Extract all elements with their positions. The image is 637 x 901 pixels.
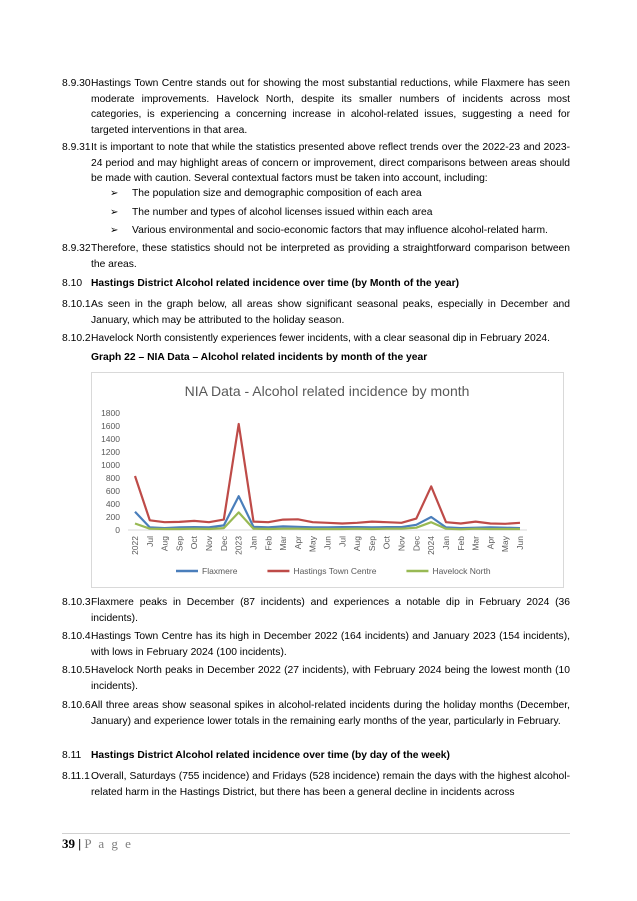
x-tick-label: Mar (278, 536, 289, 551)
paragraph-number: 8.11.1 (62, 771, 90, 782)
x-tick-label: Nov (204, 536, 215, 552)
paragraph-text: Hastings Town Centre stands out for showing the most substantial reductions, while Flaxmere has seen moderate improvements. Havelock North, despite its smaller numbers of incidents across most categories, is experiencing a concerning increase in alcohol-related issues, suggesting a need for targeted interventions in that area. (91, 78, 570, 136)
footer-separator: | (78, 836, 82, 851)
section-number: 8.10 (62, 278, 83, 289)
paragraph-text: As seen in the graph below, all areas show significant seasonal peaks, especially in December and January, which may be attributed to the holiday season. (91, 299, 570, 326)
footer-divider (62, 833, 570, 834)
paragraph-text: Therefore, these statistics should not be interpreted as providing a straightforward comparison between the areas. (91, 243, 570, 270)
paragraph-8-10-1 (62, 297, 570, 328)
page-footer (62, 836, 133, 852)
x-tick-label: Jan (440, 536, 451, 550)
y-tick-label: 1200 (101, 447, 120, 457)
y-tick-label: 800 (105, 473, 120, 483)
x-tick-label: Dec (411, 536, 422, 552)
paragraph-8-10-3 (62, 595, 570, 626)
line-chart (91, 372, 564, 588)
graph-caption: Graph 22 – NIA Data – Alcohol related incidents by month of the year (91, 352, 428, 363)
paragraph-text: Havelock North peaks in December 2022 (27 incidents), with February 2024 being the lowest month (10 incidents). (91, 665, 570, 692)
x-tick-label: Oct (189, 536, 200, 550)
paragraph-text: Overall, Saturdays (755 incidence) and Fridays (528 incidence) remain the days with the highest alcohol-related harm in the Hastings District, but there has been a general decline in incidents across (91, 771, 570, 798)
arrow-bullet-icon: ➢ (110, 225, 119, 236)
paragraph-8-10-2 (62, 331, 570, 347)
paragraph-number: 8.10.2 (62, 333, 91, 344)
y-tick-label: 1000 (101, 460, 120, 470)
x-tick-label: 2022 (130, 536, 140, 555)
chart-title: NIA Data - Alcohol related incidence by month (184, 383, 470, 399)
paragraph-text: Hastings Town Centre has its high in December 2022 (164 incidents) and January 2023 (154 incidents), with lows in February 2024 (100 incidents). (91, 631, 570, 658)
arrow-bullet-icon: ➢ (110, 188, 119, 199)
y-tick-label: 400 (105, 499, 120, 509)
bullet-item: ➢ The number and types of alcohol licenses issued within each area (110, 205, 580, 221)
paragraph-number: 8.9.32 (62, 243, 91, 254)
paragraph-number: 8.10.3 (62, 597, 91, 608)
paragraph-8-9-30 (62, 76, 570, 138)
bullet-item: ➢ Various environmental and socio-economic factors that may influence alcohol-related harm. (110, 223, 580, 239)
chart-svg (92, 373, 563, 587)
section-title: Hastings District Alcohol related incidence over time (by day of the week) (91, 750, 450, 761)
paragraph-number: 8.10.1 (62, 299, 91, 310)
legend-label: Flaxmere (202, 566, 238, 576)
x-tick-label: Dec (218, 536, 229, 552)
bullet-list (110, 186, 580, 239)
paragraph-number: 8.10.4 (62, 631, 91, 642)
arrow-bullet-icon: ➢ (110, 206, 119, 218)
x-tick-label: May (500, 536, 511, 553)
paragraph-text: Havelock North consistently experiences fewer incidents, with a clear seasonal dip in February 2024. (91, 333, 551, 344)
page-number: 39 (62, 836, 75, 851)
section-title: Hastings District Alcohol related incidence over time (by Month of the year) (91, 278, 460, 289)
x-tick-label: Jun (515, 536, 525, 550)
legend-label: Hastings Town Centre (293, 566, 377, 576)
y-tick-label: 1600 (101, 421, 120, 431)
paragraph-8-11-1 (62, 769, 570, 800)
x-tick-label: Jun (322, 536, 333, 550)
page-label: P a g e (84, 836, 133, 851)
paragraph-text: It is important to note that while the statistics presented above reflect trends over the 2022-23 and 2023-24 period and may highlight areas of concern or improvement, direct comparisons between areas should be made with caution. Several contextual factors must be taken into account, including: (91, 142, 570, 184)
paragraph-number: 8.10.6 (62, 700, 91, 711)
y-tick-label: 600 (105, 486, 120, 496)
x-tick-label: Oct (381, 536, 392, 550)
paragraph-8-10-5 (62, 663, 570, 694)
x-tick-label: Aug (352, 536, 363, 552)
x-tick-label: Apr (292, 536, 303, 550)
y-tick-label: 1400 (101, 434, 120, 444)
bullet-item: ➢ The population size and demographic composition of each area (110, 186, 580, 202)
x-tick-label: Jan (248, 536, 259, 550)
x-tick-label: Mar (470, 536, 481, 551)
x-tick-label: Jul (144, 536, 155, 547)
y-tick-label: 200 (105, 512, 120, 522)
x-tick-label: Sep (174, 536, 185, 552)
paragraph-8-10-4 (62, 629, 570, 660)
legend-label: Havelock North (432, 566, 491, 576)
section-heading-8-11 (62, 748, 570, 764)
x-tick-label: Nov (396, 536, 407, 552)
x-tick-label: Apr (485, 536, 496, 550)
paragraph-number: 8.10.5 (62, 665, 91, 676)
x-tick-label: Sep (366, 536, 377, 552)
x-tick-label: Feb (455, 536, 466, 551)
paragraph-8-9-31 (62, 140, 570, 187)
paragraph-number: 8.9.31 (62, 142, 91, 153)
series-line (135, 424, 520, 524)
section-number: 8.11 (62, 750, 82, 761)
paragraph-8-10-6 (62, 698, 570, 729)
paragraph-number: 8.9.30 (62, 78, 91, 89)
y-tick-label: 0 (115, 525, 120, 535)
paragraph-text: Flaxmere peaks in December (87 incidents) and experiences a notable dip in February 2024 (36 incidents). (91, 597, 570, 624)
paragraph-8-9-32 (62, 241, 570, 272)
x-tick-label: Jul (337, 536, 348, 547)
x-tick-label: Feb (263, 536, 274, 551)
y-tick-label: 1800 (101, 408, 120, 418)
x-tick-label: 2024 (426, 536, 437, 555)
x-tick-label: May (307, 536, 318, 553)
paragraph-text: All three areas show seasonal spikes in alcohol-related incidents during the holiday months (December, January) and experience lower totals in the remaining early months of the year, particularly in February. (91, 700, 570, 727)
x-tick-label: 2023 (233, 536, 244, 555)
x-tick-label: Aug (159, 536, 170, 552)
section-heading-8-10 (62, 276, 570, 292)
